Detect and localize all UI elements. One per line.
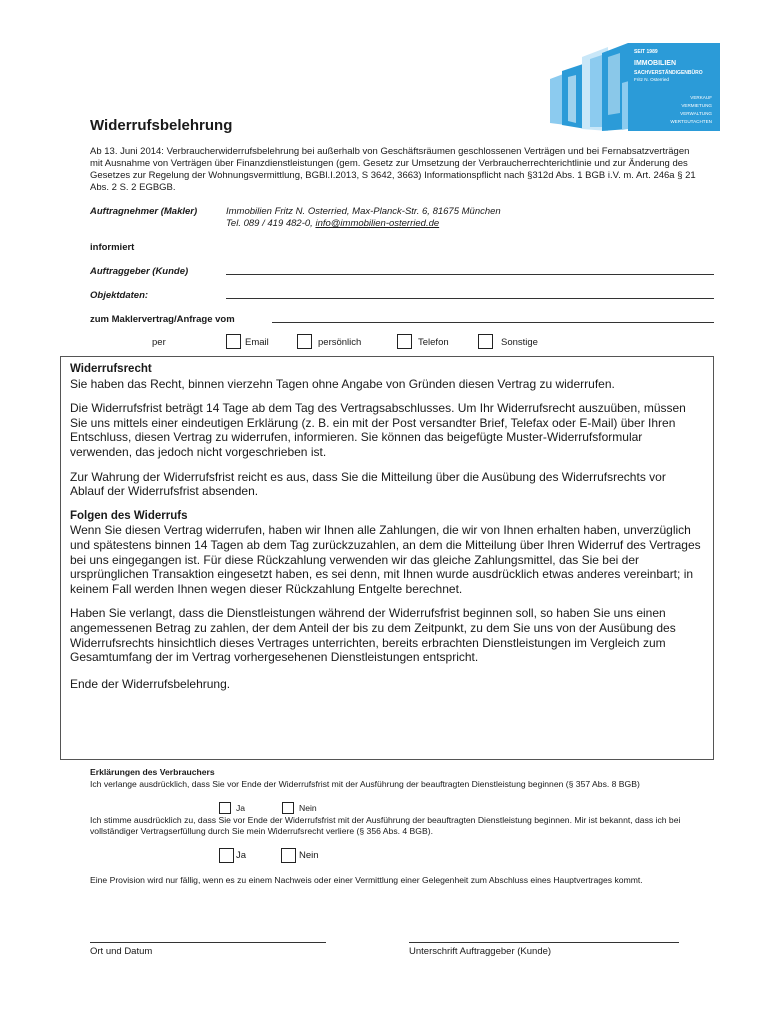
per-label: per	[152, 337, 166, 348]
client-signature-label: Unterschrift Auftraggeber (Kunde)	[409, 946, 552, 957]
contractor-phone: Tel. 089 / 419 482-0,	[226, 218, 316, 229]
logo-service-1: VERKAUF	[690, 95, 712, 100]
place-date-label: Ort und Datum	[90, 946, 153, 957]
contractor-email-link[interactable]: info@immobilien-osterried.de	[315, 218, 440, 229]
paragraph-consequences: Wenn Sie diesen Vertrag widerrufen, haben wir Ihnen alle Zahlungen, die wir von Ihnen erhalten haben, unverzüglich und spätestens binnen 14 Tagen ab dem Tag zurückzuzahlen, an dem die Mitteilung über Ihren Widerruf des Vertrages bei uns eingegangen ist. Für diese Rückzahlung verwenden wir das gleiche Zahlungsmittel, das Sie bei der ursprünglichen Transaktion eingesetzt haben, es sei denn, mit Ihnen wurde ausdrücklich etwas anderes vereinbart; in keinem Fall werden Ihnen wegen dieser Rückzahlung Entgelte berechnet.	[70, 523, 701, 596]
logo-service-3: VERWALTUNG	[680, 111, 712, 116]
declaration-1: Ich verlange ausdrücklich, dass Sie vor Ende der Widerrufsfrist mit der Ausführung der beauftragten Dienstleistung beginnen (§ 357 Abs. 8 BGB)	[90, 779, 640, 789]
object-label: Objektdaten:	[90, 290, 149, 301]
declaration-2-yes-checkbox[interactable]	[219, 848, 234, 863]
option-phone-label: Telefon	[418, 337, 449, 348]
option-other-label: Sonstige	[501, 337, 538, 348]
object-input-line[interactable]	[226, 298, 714, 299]
paragraph-services: Haben Sie verlangt, dass die Dienstleistungen während der Widerrufsfrist beginnen soll, so haben Sie uns einen angemessenen Betrag zu zahlen, der dem Anteil der bis zu dem Zeitpunkt, zu dem Sie uns von der Ausübung des Widerrufsrechts hinsichtlich dieses Vertrages unterrichten, bereits erbrachten Dienstleistungen im Vergleich zum Gesamtumfang der im Vertrag vorhergesehenen Dienstleistungen entspricht.	[70, 606, 676, 665]
page-title: Widerrufsbelehrung	[90, 117, 233, 134]
declarations-heading: Erklärungen des Verbrauchers	[90, 767, 215, 777]
logo-since: SEIT 1989	[634, 49, 658, 55]
declaration-1-no-checkbox[interactable]	[282, 802, 294, 814]
option-email-label: Email	[245, 337, 269, 348]
contractor-label: Auftragnehmer (Makler)	[90, 206, 198, 217]
contract-label: zum Maklervertrag/Anfrage vom	[90, 314, 235, 325]
logo-line2: SACHVERSTÄNDIGENBÜRO	[634, 70, 703, 76]
building-graphic	[546, 43, 636, 131]
logo-line1: IMMOBILIEN	[634, 60, 676, 67]
consequences-heading: Folgen des Widerrufs	[70, 509, 188, 522]
logo-panel	[628, 43, 720, 131]
company-logo	[546, 43, 720, 131]
contractor-contact	[226, 218, 439, 230]
paragraph-period: Die Widerrufsfrist beträgt 14 Tage ab dem Tag des Vertragsabschlusses. Um Ihr Widerrufsrecht auszuüben, müssen Sie uns mittels einer eindeutigen Erklärung (z. B. ein mit der Post versandter Brief, Telefax oder E-Mail) über Ihren Entschluss, diesen Vertrag zu widerrufen, informieren. Sie können das beigefügte Muster-Widerrufsformular verwenden, das jedoch nicht vorgeschrieben ist.	[70, 401, 686, 459]
declaration-2: Ich stimme ausdrücklich zu, dass Sie vor Ende der Widerrufsfrist mit der Ausführung der beauftragten Dienstleistung beginnen. Mir ist bekannt, dass ich bei vollständiger Vertragserfüllung durch Sie mein Widerrufsrecht verliere (§ 356 Abs. 4 BGB).	[90, 815, 681, 836]
logo-service-2: VERMIETUNG	[681, 103, 712, 108]
logo-line3: Fritz N. Osterried	[634, 77, 669, 82]
paragraph-deadline: Zur Wahrung der Widerrufsfrist reicht es aus, dass Sie die Mitteilung über die Ausübung des Widerrufsrechts vor Ablauf der Widerrufsfrist absenden.	[70, 469, 666, 499]
checkbox-other[interactable]	[478, 334, 493, 349]
declaration-2-yes-label: Ja	[236, 850, 247, 861]
option-personal-label: persönlich	[318, 337, 362, 348]
contractor-address: Immobilien Fritz N. Osterried, Max-Planck-Str. 6, 81675 München	[226, 206, 501, 217]
declaration-1-no-label: Nein	[299, 803, 317, 813]
checkbox-phone[interactable]	[397, 334, 412, 349]
declaration-2-no-checkbox[interactable]	[281, 848, 296, 863]
declaration-2-no-label: Nein	[299, 850, 319, 861]
contract-date-line[interactable]	[272, 322, 714, 323]
client-input-line[interactable]	[226, 274, 714, 275]
informiert-label: informiert	[90, 242, 135, 253]
paragraph-right: Sie haben das Recht, binnen vierzehn Tagen ohne Angabe von Gründen diesen Vertrag zu widerrufen.	[70, 376, 615, 391]
client-signature-line[interactable]	[409, 942, 679, 943]
intro-text: Ab 13. Juni 2014: Verbraucherwiderrufsbelehrung bei außerhalb von Geschäftsräumen geschlossenen Verträgen und bei Fernabsatzverträgen mit Ausnahme von Verträgen über Finanzdienstleistungen (gem. Gesetz zur Umsetzung der Verbraucherrechterichtlinie und zur Änderung des Gesetzes zur Regelung der Wohnungsvermittlung, BGBl.I.2013, S 3642, 3663) Informationspflicht nach §312d Abs. 1 BGB i.V. m. Art. 246a § 21 Abs. 2 S. 2 EGBGB.	[90, 146, 696, 193]
cancellation-content	[70, 362, 702, 691]
place-date-line[interactable]	[90, 942, 326, 943]
right-of-withdrawal-heading: Widerrufsrecht	[70, 363, 152, 375]
client-label: Auftraggeber (Kunde)	[90, 266, 189, 277]
declaration-1-yes-label: Ja	[236, 803, 246, 813]
checkbox-personal[interactable]	[297, 334, 312, 349]
declaration-1-yes-checkbox[interactable]	[219, 802, 231, 814]
checkbox-email[interactable]	[226, 334, 241, 349]
paragraph-end: Ende der Widerrufsbelehrung.	[70, 676, 231, 691]
logo-service-4: WERTGUTACHTEN	[670, 119, 712, 124]
provision-note: Eine Provision wird nur fällig, wenn es zu einem Nachweis oder einer Vermittlung einer Gelegenheit zum Abschluss eines Hauptvertrages kommt.	[90, 875, 643, 885]
